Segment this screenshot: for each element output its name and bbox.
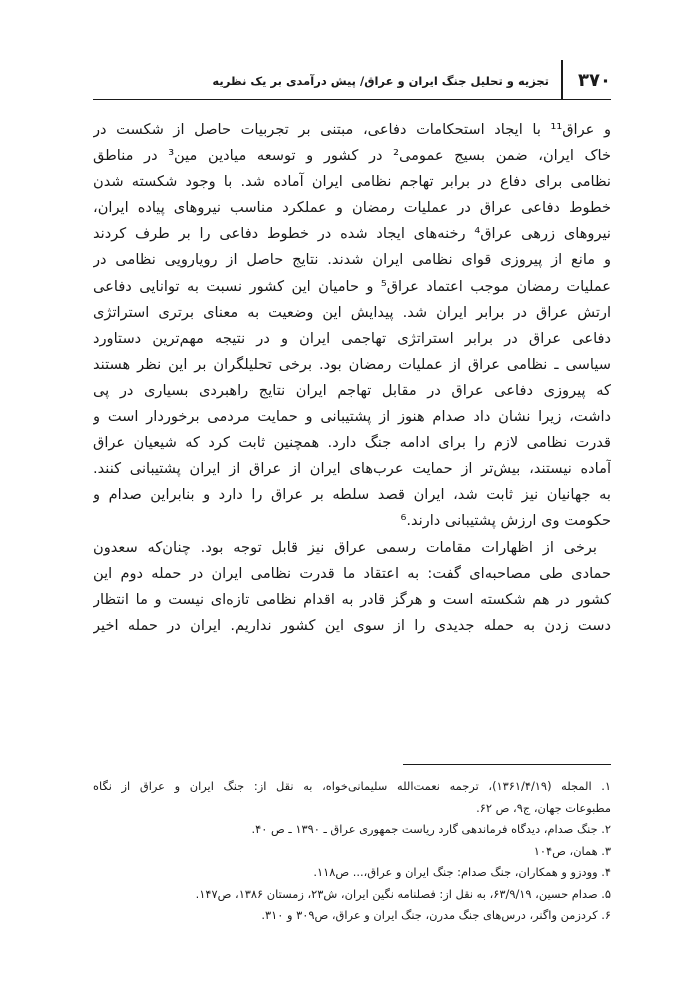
body-line: دست زدن به حمله جدیدی را از سوی این کشور نداریم. ایران در حمله اخیر bbox=[93, 616, 611, 634]
footnote-line: ۲. جنگ صدام، دیدگاه فرماندهی گارد ریاست جمهوری عراق ـ ۱۳۹۰ ـ ص ۴۰. bbox=[251, 822, 611, 836]
footnote-line: مطبوعات جهان، ج۹، ص ۶۲. bbox=[476, 800, 611, 815]
body-line: به جهانیان نیز ثابت شد، ایران قصد سلطه بر عراق را دارد و بنابراین صدام و bbox=[93, 486, 611, 504]
footnote-line: ۴. وودزو و همکاران، جنگ صدام: جنگ ایران و عراق،... ص۱۱۸. bbox=[313, 865, 611, 879]
page-header bbox=[93, 58, 611, 100]
body-line: آماده نیستند، بیش‌تر از حمایت عرب‌های ایران از عراق از ایران پشتیبانی کنند. bbox=[93, 460, 611, 478]
body-line: که پیروزی دفاعی عراق در مقابل تهاجم ایران نتایج راهبردی بسیاری در پی bbox=[93, 381, 611, 399]
footnote-line: ۱. المجله (۱۳۶۱/۴/۱۹)، ترجمه نعمت‌الله سلیمانی‌خواه، به نقل از: جنگ ایران و عراق از نگاه bbox=[93, 779, 611, 793]
footnote-line: ۵. صدام حسین، ۶۳/۹/۱۹، به نقل از: فصلنامه نگین ایران، ش۲۳، زمستان ۱۳۸۶، ص۱۴۷. bbox=[195, 886, 611, 901]
header-divider-vertical bbox=[561, 60, 563, 100]
body-line: کشور در هم شکسته است و هرگز قادر به اقدام نظامی تازه‌ای نیست و ما انتظار bbox=[93, 590, 611, 608]
body-line: نیروهای زرهی عراق⁴ رخنه‌های ایجاد شده در خطوط دفاعی را بر طرف کردند bbox=[93, 225, 611, 243]
body-line: برخی از اظهارات مقامات رسمی عراق نیز قابل توجه بود. چنان‌که سعدون bbox=[93, 538, 597, 556]
footnote-line: ۳. همان، ص۱۰۴ bbox=[533, 843, 611, 858]
body-line: قدرت نظامی لازم را برای ادامه جنگ دارد. همچنین ثابت کرد که شیعیان عراق bbox=[93, 434, 611, 452]
body-line: خاک ایران، ضمن بسیج عمومی² در کشور و توسعه میادین مین³ در مناطق bbox=[93, 147, 611, 165]
body-line: حکومت وی ارزش پشتیبانی دارند.⁶ bbox=[400, 512, 611, 530]
body-line: داشت، زیرا نشان داد صدام هنوز از پشتیبانی و حمایت مردمی برخوردار است و bbox=[93, 408, 611, 426]
body-text bbox=[93, 117, 611, 639]
body-line: ارتش عراق در برابر ایران شد. پیدایش این وضعیت به معنای برتری استراتژی bbox=[93, 303, 611, 321]
body-line: و عراق¹¹ با ایجاد استحکامات دفاعی، مبتنی بر تجربیات حاصل از شکست در bbox=[93, 121, 611, 138]
body-line: و مانع از پیروزی قوای نظامی ایران شدند. نتایج حاصل از رویارویی نظامی در bbox=[93, 251, 611, 269]
body-line: خطوط دفاعی عراق در عملیات رمضان و عملکرد مناسب نیروهای پیاده ایران، bbox=[93, 199, 611, 217]
body-line: حمادی طی مصاحبه‌ای گفت: به اعتقاد ما قدرت نظامی ایران در حمله دوم این bbox=[93, 564, 611, 582]
footnote-separator bbox=[403, 764, 611, 765]
body-line: عملیات رمضان موجب اعتماد عراق⁵ و حامیان این کشور نسبت به توانایی دفاعی bbox=[93, 277, 611, 295]
footnote-line: ۶. کردزمن واگنر، درس‌های جنگ مدرن، جنگ ایران و عراق، ص۳۰۹ و ۳۱۰. bbox=[261, 908, 611, 922]
page-number: ۳۷۰ bbox=[578, 70, 611, 91]
body-line: دفاعی عراق در برابر استراتژی تهاجمی ایران و در نتیجه مهم‌ترین دستاورد bbox=[93, 329, 611, 347]
footnotes bbox=[93, 776, 611, 927]
running-title: تجزیه و تحلیل جنگ ایران و عراق/ پیش درآمدی بر یک نظریه bbox=[212, 74, 549, 88]
header-divider-horizontal bbox=[93, 99, 611, 100]
body-line: نظامی برای دفاع در برابر تهاجم نظامی ایران آماده شد. با وجود شکسته شدن bbox=[93, 173, 611, 191]
body-line: سیاسی ـ نظامی عراق از عملیات رمضان بود. برخی تحلیلگران بر این نظر هستند bbox=[93, 355, 611, 373]
